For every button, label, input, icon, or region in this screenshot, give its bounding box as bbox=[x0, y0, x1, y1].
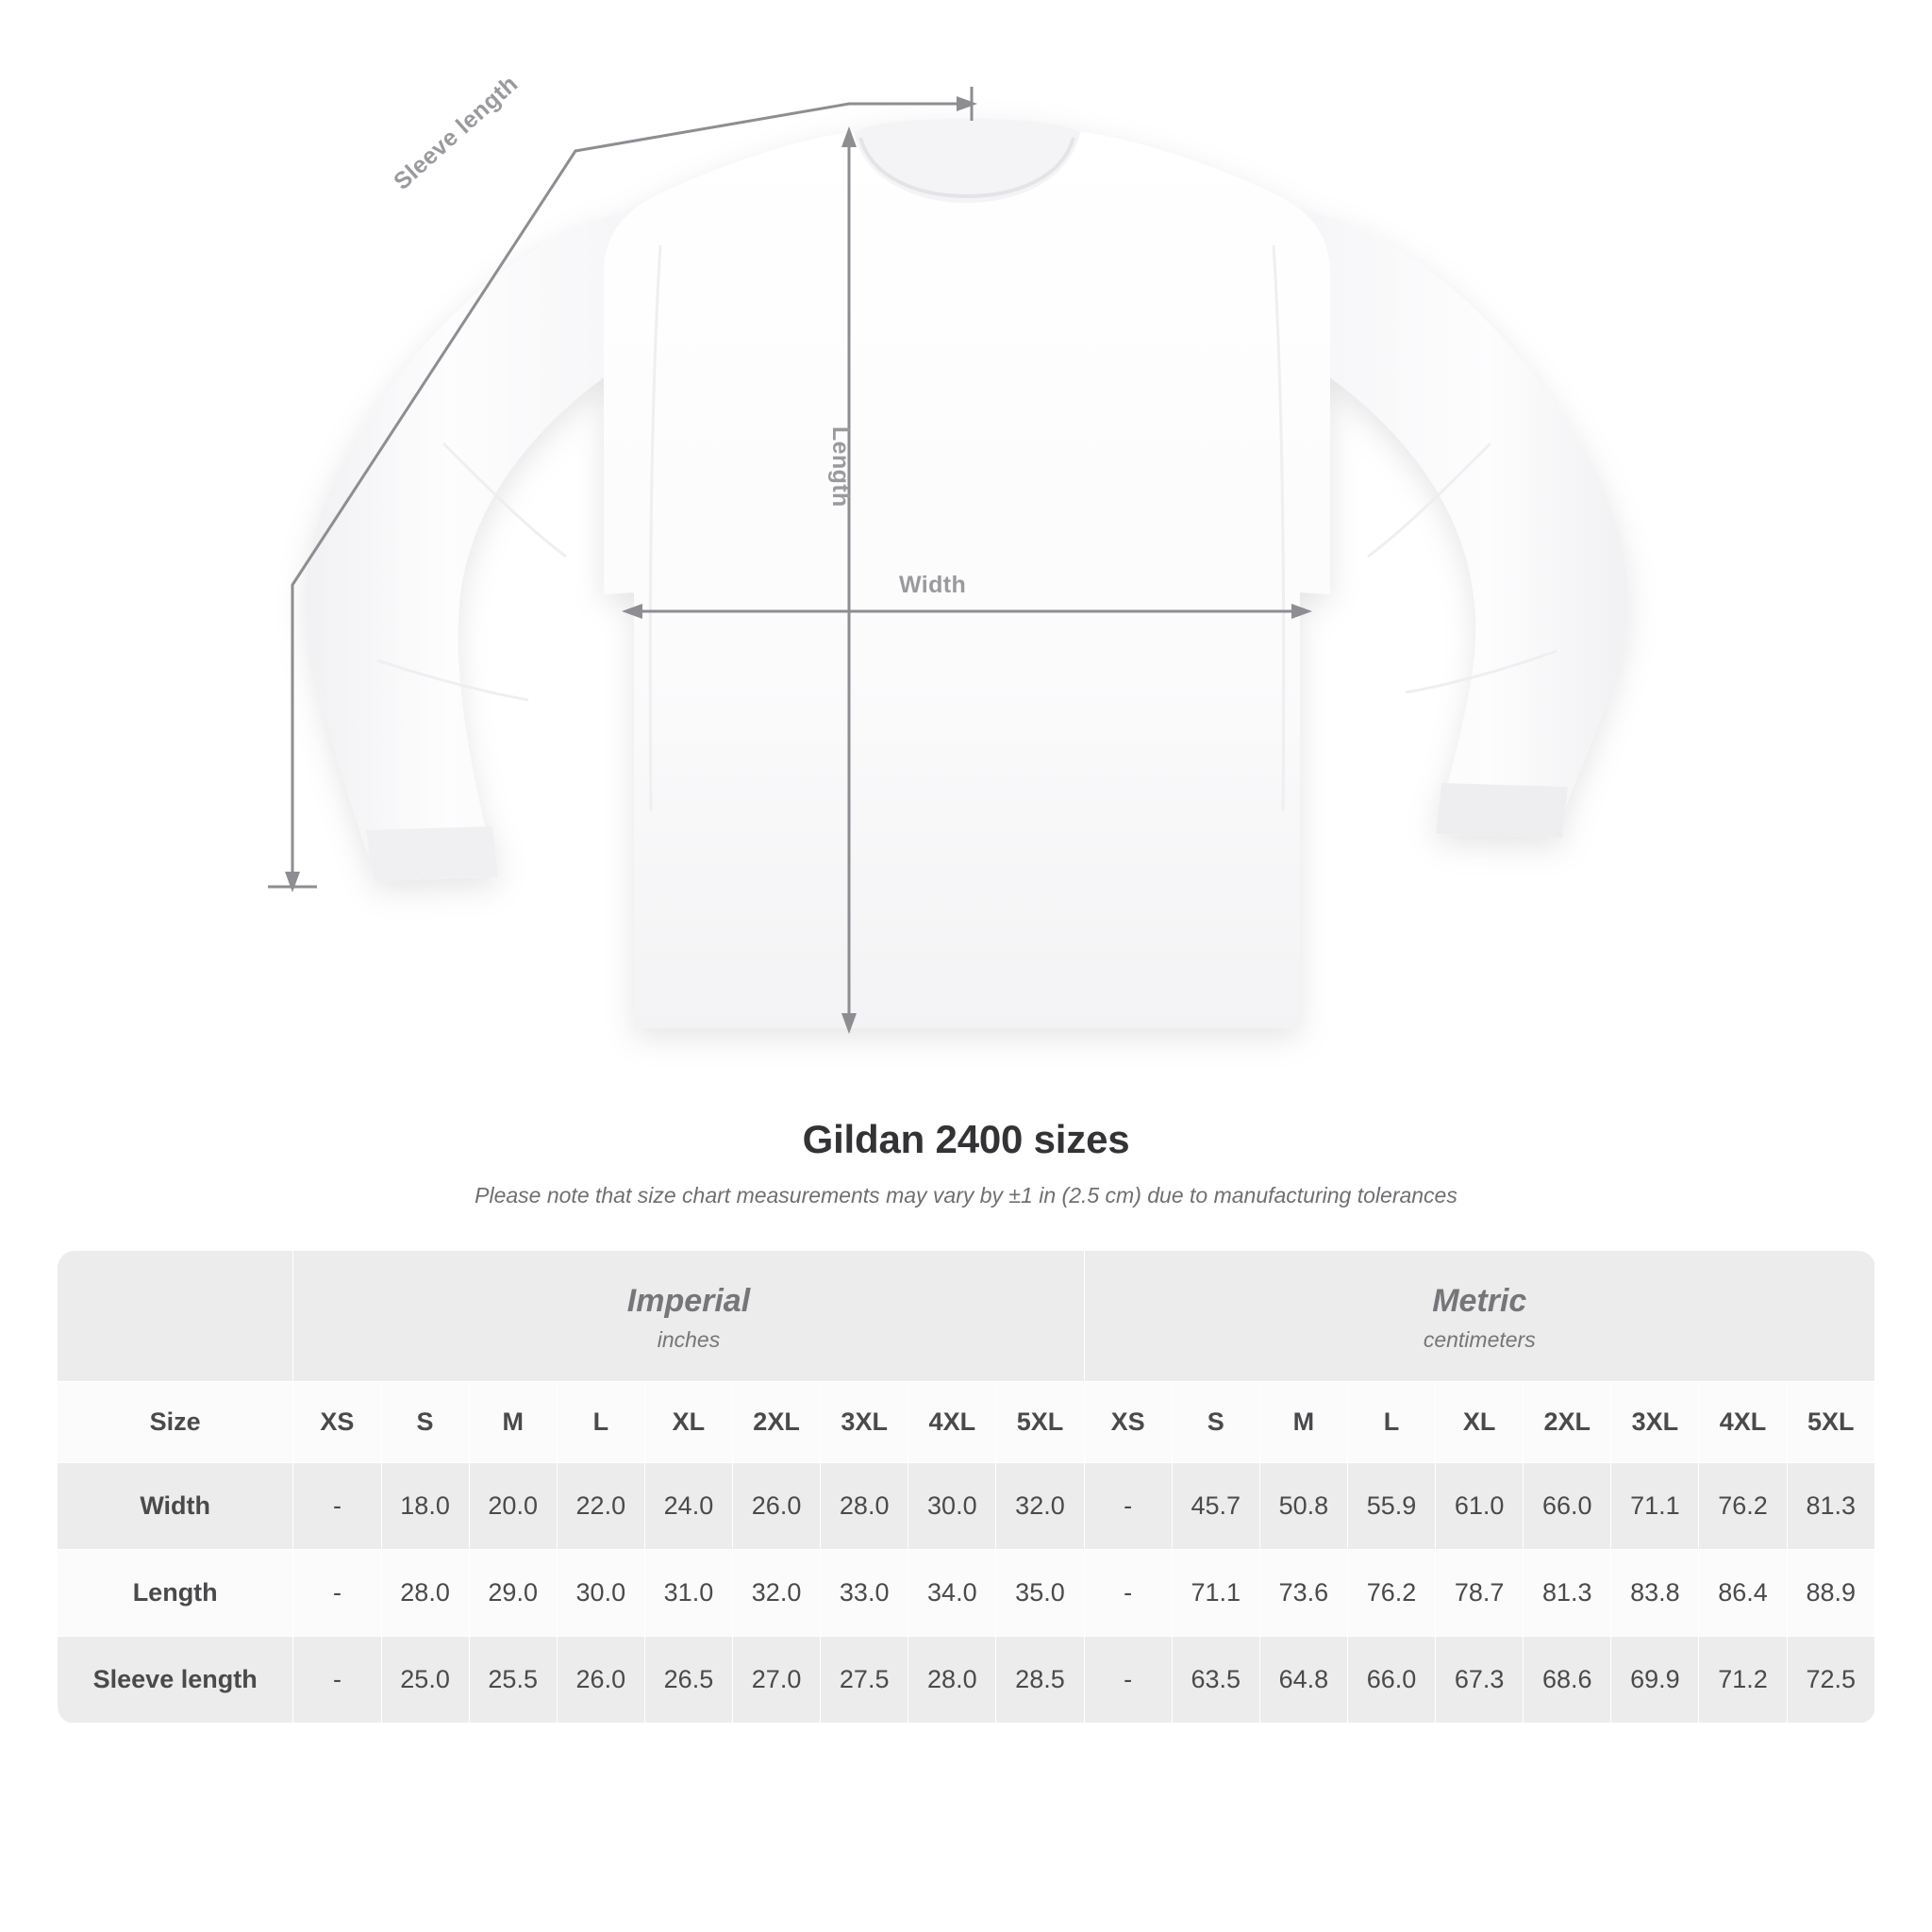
cell-width-metric-xs: - bbox=[1084, 1463, 1172, 1550]
cell-sleeve-imperial-s: 25.0 bbox=[381, 1637, 469, 1724]
cell-width-metric-4xl: 76.2 bbox=[1699, 1463, 1787, 1550]
cell-length-imperial-4xl: 34.0 bbox=[908, 1550, 996, 1637]
cell-sleeve-imperial-4xl: 28.0 bbox=[908, 1637, 996, 1724]
unit-imperial-sub: inches bbox=[657, 1327, 721, 1352]
cell-sleeve-imperial-xs: - bbox=[293, 1637, 381, 1724]
cell-sleeve-metric-l: 66.0 bbox=[1347, 1637, 1435, 1724]
tolerance-note: Please note that size chart measurements may vary by ±1 in (2.5 cm) due to manufacturing tolerances bbox=[475, 1183, 1457, 1208]
size-corner-label: Size bbox=[58, 1382, 293, 1463]
cell-width-metric-s: 45.7 bbox=[1172, 1463, 1259, 1550]
unit-header-row bbox=[58, 1251, 1875, 1382]
cell-sleeve-metric-xl: 67.3 bbox=[1436, 1637, 1524, 1724]
size-header-metric-xl: XL bbox=[1436, 1382, 1524, 1463]
cell-length-metric-xl: 78.7 bbox=[1436, 1550, 1524, 1637]
cell-width-imperial-s: 18.0 bbox=[381, 1463, 469, 1550]
cell-width-imperial-xs: - bbox=[293, 1463, 381, 1550]
cell-length-imperial-3xl: 33.0 bbox=[821, 1550, 908, 1637]
cell-sleeve-metric-m: 64.8 bbox=[1259, 1637, 1347, 1724]
size-header-row bbox=[58, 1382, 1875, 1463]
size-header-imperial-m: M bbox=[469, 1382, 557, 1463]
cell-width-imperial-xl: 24.0 bbox=[644, 1463, 732, 1550]
size-header-imperial-2xl: 2XL bbox=[733, 1382, 821, 1463]
size-header-metric-5xl: 5XL bbox=[1787, 1382, 1874, 1463]
cell-length-imperial-xs: - bbox=[293, 1550, 381, 1637]
size-header-metric-2xl: 2XL bbox=[1524, 1382, 1611, 1463]
table-row bbox=[58, 1550, 1875, 1637]
size-header-imperial-l: L bbox=[557, 1382, 644, 1463]
cell-width-metric-5xl: 81.3 bbox=[1787, 1463, 1874, 1550]
size-table bbox=[57, 1250, 1875, 1724]
cell-sleeve-metric-5xl: 72.5 bbox=[1787, 1637, 1874, 1724]
cell-length-metric-s: 71.1 bbox=[1172, 1550, 1259, 1637]
cell-length-imperial-2xl: 32.0 bbox=[733, 1550, 821, 1637]
cell-length-metric-3xl: 83.8 bbox=[1611, 1550, 1699, 1637]
size-header-metric-l: L bbox=[1347, 1382, 1435, 1463]
cell-length-imperial-l: 30.0 bbox=[557, 1550, 644, 1637]
cell-width-imperial-5xl: 32.0 bbox=[996, 1463, 1084, 1550]
cell-width-metric-m: 50.8 bbox=[1259, 1463, 1347, 1550]
size-header-imperial-5xl: 5XL bbox=[996, 1382, 1084, 1463]
cell-length-imperial-m: 29.0 bbox=[469, 1550, 557, 1637]
size-header-imperial-xl: XL bbox=[644, 1382, 732, 1463]
cell-width-metric-l: 55.9 bbox=[1347, 1463, 1435, 1550]
size-header-metric-m: M bbox=[1259, 1382, 1347, 1463]
table-row bbox=[58, 1637, 1875, 1724]
cell-width-metric-3xl: 71.1 bbox=[1611, 1463, 1699, 1550]
cell-length-metric-l: 76.2 bbox=[1347, 1550, 1435, 1637]
cell-width-imperial-m: 20.0 bbox=[469, 1463, 557, 1550]
cell-width-metric-xl: 61.0 bbox=[1436, 1463, 1524, 1550]
cell-sleeve-metric-xs: - bbox=[1084, 1637, 1172, 1724]
width-label: Width bbox=[899, 572, 967, 598]
cell-length-metric-2xl: 81.3 bbox=[1524, 1550, 1611, 1637]
size-header-imperial-3xl: 3XL bbox=[821, 1382, 908, 1463]
unit-imperial-name: Imperial bbox=[626, 1283, 751, 1319]
cell-sleeve-imperial-m: 25.5 bbox=[469, 1637, 557, 1724]
size-table-wrap bbox=[57, 1250, 1875, 1724]
cell-length-metric-4xl: 86.4 bbox=[1699, 1550, 1787, 1637]
cell-length-imperial-5xl: 35.0 bbox=[996, 1550, 1084, 1637]
unit-corner-cell bbox=[58, 1251, 293, 1382]
unit-metric-sub: centimeters bbox=[1423, 1327, 1536, 1352]
cell-sleeve-metric-4xl: 71.2 bbox=[1699, 1637, 1787, 1724]
cell-sleeve-imperial-3xl: 27.5 bbox=[821, 1637, 908, 1724]
sleeve-length-label: Sleeve length bbox=[389, 70, 524, 195]
row-label-width: Width bbox=[58, 1463, 293, 1550]
page-title: Gildan 2400 sizes bbox=[802, 1117, 1130, 1161]
cell-width-metric-2xl: 66.0 bbox=[1524, 1463, 1611, 1550]
cell-sleeve-imperial-l: 26.0 bbox=[557, 1637, 644, 1724]
cell-width-imperial-2xl: 26.0 bbox=[733, 1463, 821, 1550]
cell-sleeve-metric-2xl: 68.6 bbox=[1524, 1637, 1611, 1724]
size-header-imperial-xs: XS bbox=[293, 1382, 381, 1463]
table-row bbox=[58, 1463, 1875, 1550]
cell-length-metric-5xl: 88.9 bbox=[1787, 1550, 1874, 1637]
row-label-length: Length bbox=[58, 1550, 293, 1637]
unit-metric-name: Metric bbox=[1432, 1283, 1527, 1319]
cell-length-metric-xs: - bbox=[1084, 1550, 1172, 1637]
cell-sleeve-imperial-5xl: 28.5 bbox=[996, 1637, 1084, 1724]
cell-length-imperial-s: 28.0 bbox=[381, 1550, 469, 1637]
title-block bbox=[0, 1117, 1932, 1208]
size-header-metric-xs: XS bbox=[1084, 1382, 1172, 1463]
size-header-metric-3xl: 3XL bbox=[1611, 1382, 1699, 1463]
cell-sleeve-imperial-2xl: 27.0 bbox=[733, 1637, 821, 1724]
shirt-shape bbox=[306, 119, 1627, 1028]
cell-sleeve-imperial-xl: 26.5 bbox=[644, 1637, 732, 1724]
unit-metric-cell bbox=[1084, 1251, 1874, 1382]
length-label: Length bbox=[827, 426, 854, 508]
unit-imperial-cell bbox=[293, 1251, 1084, 1382]
cell-sleeve-metric-3xl: 69.9 bbox=[1611, 1637, 1699, 1724]
cell-width-imperial-3xl: 28.0 bbox=[821, 1463, 908, 1550]
size-header-metric-4xl: 4XL bbox=[1699, 1382, 1787, 1463]
size-header-metric-s: S bbox=[1172, 1382, 1259, 1463]
cell-length-metric-m: 73.6 bbox=[1259, 1550, 1347, 1637]
size-header-imperial-s: S bbox=[381, 1382, 469, 1463]
cell-width-imperial-4xl: 30.0 bbox=[908, 1463, 996, 1550]
row-label-sleeve-length: Sleeve length bbox=[58, 1637, 293, 1724]
size-header-imperial-4xl: 4XL bbox=[908, 1382, 996, 1463]
cell-length-imperial-xl: 31.0 bbox=[644, 1550, 732, 1637]
cell-width-imperial-l: 22.0 bbox=[557, 1463, 644, 1550]
cell-sleeve-metric-s: 63.5 bbox=[1172, 1637, 1259, 1724]
